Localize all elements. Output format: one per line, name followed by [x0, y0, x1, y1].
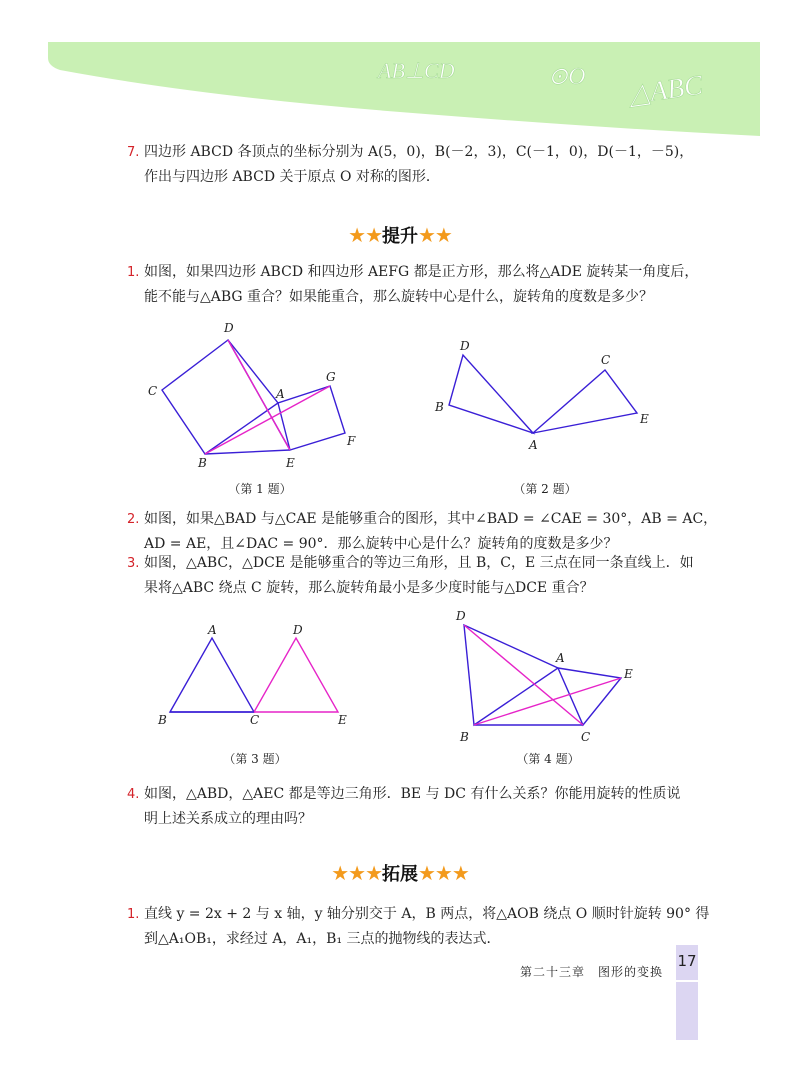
section-title: 提升 — [382, 226, 418, 247]
question-text-line: 如图，如果△BAD 与△CAE 是能够重合的图形，其中∠BAD = ∠CAE = 30°，AB = AC， — [144, 511, 718, 527]
star-icon-group: ★★ — [418, 223, 452, 247]
problem-1 — [127, 260, 699, 310]
question-number: 2. — [127, 512, 140, 527]
banner-symbol-triangle: △ABC — [626, 69, 705, 111]
figure-1-caption: （第 1 题） — [228, 482, 292, 496]
banner-symbol-circle: ⊙O — [548, 64, 586, 90]
figure-4 — [448, 605, 648, 745]
label-G: G — [326, 370, 336, 384]
label-B: B — [460, 730, 469, 744]
banner-symbol-perpendicular: AB⊥CD — [378, 58, 455, 83]
label-D: D — [293, 623, 303, 637]
section-heading-tuozhan — [0, 860, 800, 886]
label-E: E — [624, 667, 633, 681]
label-B: B — [435, 400, 444, 414]
question-7 — [127, 140, 692, 190]
label-C: C — [148, 384, 158, 398]
question-text-line: 如图，△ABD，△AEC 都是等边三角形．BE 与 DC 有什么关系？你能用旋转的性质说 — [144, 786, 681, 802]
section-title: 拓展 — [382, 864, 418, 885]
extension-1 — [127, 902, 710, 952]
page-tab-divider — [676, 980, 698, 982]
star-icon-group: ★★ — [348, 223, 382, 247]
question-number: 3. — [127, 556, 140, 571]
star-icon-group: ★★★ — [418, 861, 469, 885]
problem-4 — [127, 782, 692, 832]
question-text-line: AD = AE，且∠DAC = 90°．那么旋转中心是什么？旋转角的度数是多少？ — [144, 536, 618, 552]
question-number: 1. — [127, 265, 140, 280]
label-C: C — [581, 730, 591, 744]
section-heading-tisheng — [0, 222, 800, 248]
figure-4-caption: （第 4 题） — [516, 752, 580, 766]
label-E: E — [640, 412, 649, 426]
figure-1 — [140, 318, 380, 478]
question-text-line: 直线 y = 2x + 2 与 x 轴，y 轴分别交于 A，B 两点，将△AOB 绕点 O 顺时针旋转 90° 得 — [144, 906, 710, 922]
page-number: 17 — [677, 952, 697, 970]
question-text-line: 作出与四边形 ABCD 关于原点 O 对称的图形． — [144, 169, 440, 185]
question-number: 4. — [127, 787, 140, 802]
figure-3-caption: （第 3 题） — [223, 752, 287, 766]
label-E: E — [286, 456, 295, 470]
question-text-line: 能不能与△ABG 重合？如果能重合，那么旋转中心是什么，旋转角的度数是多少？ — [144, 289, 654, 305]
label-D: D — [224, 321, 234, 335]
question-text-line: 如图，如果四边形 ABCD 和四边形 AEFG 都是正方形，那么将△ADE 旋转某一角度后， — [144, 264, 699, 280]
star-icon-group: ★★★ — [331, 861, 382, 885]
chapter-banner — [0, 0, 800, 150]
question-text-line: 果将△ABC 绕点 C 旋转，那么旋转角最小是多少度时能与△DCE 重合？ — [144, 580, 594, 596]
label-D: D — [460, 339, 470, 353]
label-B: B — [198, 456, 207, 470]
label-A: A — [556, 651, 565, 665]
label-A: A — [208, 623, 217, 637]
label-E: E — [338, 713, 347, 727]
question-text-line: 明上述关系成立的理由吗？ — [144, 811, 312, 827]
label-F: F — [347, 434, 356, 448]
question-text-line: 到△A₁OB₁，求经过 A，A₁，B₁ 三点的抛物线的表达式． — [144, 931, 501, 947]
question-text-line: 四边形 ABCD 各顶点的坐标分别为 A(5，0)，B(－2，3)，C(－1，0)，D(－1，－5)， — [144, 144, 694, 160]
label-D: D — [456, 609, 466, 623]
question-number: 1. — [127, 907, 140, 922]
label-C: C — [601, 353, 611, 367]
figure-2 — [425, 335, 665, 460]
problem-2 — [127, 507, 718, 557]
figure-2-caption: （第 2 题） — [513, 482, 577, 496]
question-text-line: 如图，△ABC，△DCE 是能够重合的等边三角形，且 B，C，E 三点在同一条直线上．如 — [144, 555, 694, 571]
label-B: B — [158, 713, 167, 727]
chapter-footer: 第二十三章 图形的变换 — [520, 965, 664, 979]
question-number: 7. — [127, 145, 140, 160]
problem-3 — [127, 551, 692, 601]
label-C: C — [250, 713, 260, 727]
label-A: A — [529, 438, 538, 452]
figure-3 — [150, 620, 360, 730]
label-A: A — [276, 387, 285, 401]
